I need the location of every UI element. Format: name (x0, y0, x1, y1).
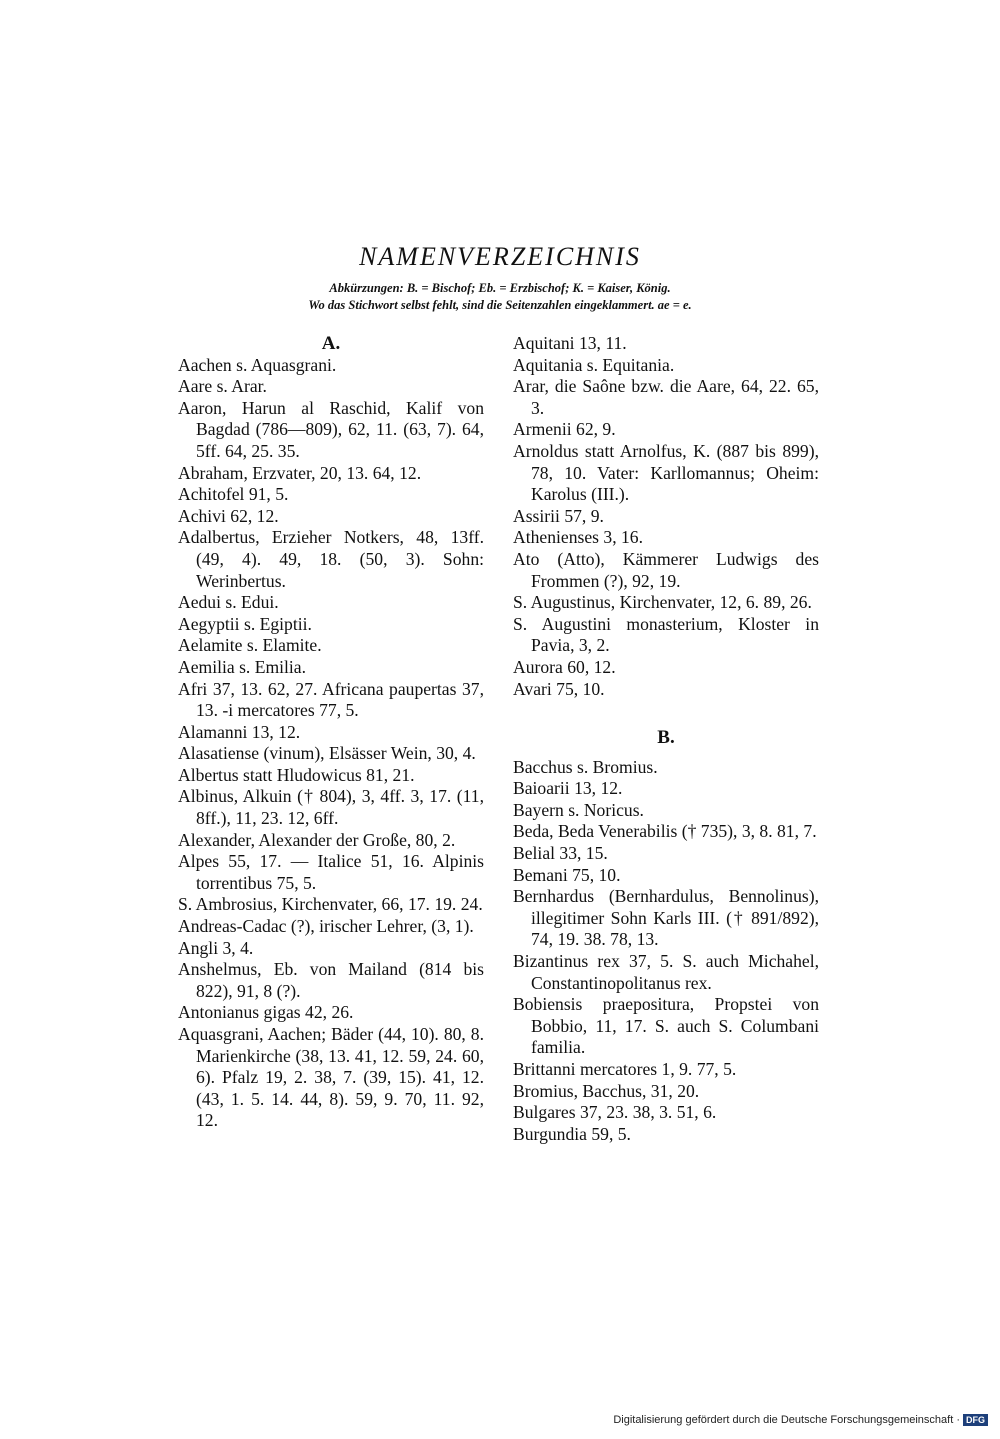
index-entry: Angli 3, 4. (178, 937, 254, 958)
index-entry: Aquasgrani, Aachen; Bäder (44, 10). 80, 8. Marienkirche (38, 13. 41, 12. 59, 24. 60, 6). Pfalz 19, 2. 38, 7. (39, 15). 41, 12. (43, 1. 5. 14. 44, 8). 59, 9. 70, 11. 92, 12. (178, 1024, 484, 1131)
index-entry: Alexander, Alexander der Große, 80, 2. (178, 829, 456, 850)
dfg-logo: DFG (963, 1414, 988, 1426)
index-entry: Belial 33, 15. (513, 843, 608, 864)
index-entry: Andreas-Cadac (?), irischer Lehrer, (3, 1). (178, 916, 474, 937)
index-entry: S. Ambrosius, Kirchenvater, 66, 17. 19. 24. (178, 894, 483, 915)
right-entry-list-a (513, 333, 819, 700)
index-entry: Athenienses 3, 16. (513, 527, 643, 548)
section-heading-a: A. (321, 333, 341, 354)
index-entry: Abraham, Erzvater, 20, 13. 64, 12. (178, 462, 422, 483)
index-entry: Beda, Beda Venerabilis († 735), 3, 8. 81, 7. (513, 821, 817, 842)
index-entry: Aare s. Arar. (178, 376, 267, 397)
index-entry: Aquitani 13, 11. (513, 333, 627, 353)
index-entry: Bromius, Bacchus, 31, 20. (513, 1080, 700, 1101)
index-entry: Assirii 57, 9. (513, 505, 604, 526)
index-entry: Aedui s. Edui. (178, 592, 279, 613)
index-entry: Arar, die Saône bzw. die Aare, 64, 22. 65, 3. (513, 376, 819, 418)
index-entry: Bulgares 37, 23. 38, 3. 51, 6. (513, 1102, 717, 1123)
page-title: NAMENVERZEICHNIS (359, 242, 641, 271)
index-entry: Aachen s. Aquasgrani. (178, 354, 337, 375)
index-entry: Alasatiense (vinum), Elsässer Wein, 30, 4. (178, 743, 476, 764)
index-entry: Aemilia s. Emilia. (178, 656, 307, 677)
index-entry: Bemani 75, 10. (513, 864, 621, 885)
index-entry: Alpes 55, 17. — Italice 51, 16. Alpinis torrentibus 75, 5. (178, 851, 484, 893)
index-entry: Achitofel 91, 5. (178, 484, 289, 505)
abbreviations-line-1: Abkürzungen: B. = Bischof; Eb. = Erzbischof; K. = Kaiser, König. (329, 281, 671, 295)
funding-footer (613, 1414, 988, 1426)
funding-note: Digitalisierung gefördert durch die Deutsche Forschungsgemeinschaft · (613, 1414, 960, 1426)
right-column (513, 333, 819, 1145)
index-entry: Arnoldus statt Arnolfus, K. (887 bis 899), 78, 10. Vater: Karllomannus; Oheim: Karolus (III.). (513, 440, 819, 505)
index-entry: Adalbertus, Erzieher Notkers, 48, 13ff. (49, 4). 49, 18. (50, 3). Sohn: Werinbertus. (178, 527, 484, 591)
index-entry: Bernhardus (Bernhardulus, Bennolinus), illegitimer Sohn Karls III. († 891/892), 74, 19. 38. 78, 13. (513, 886, 819, 950)
index-entry: Bizantinus rex 37, 5. S. auch Michahel, Constantinopolitanus rex. (513, 951, 819, 993)
index-entry: Afri 37, 13. 62, 27. Africana paupertas 37, 13. -i mercatores 77, 5. (178, 678, 484, 721)
index-entry: Aurora 60, 12. (513, 656, 616, 677)
index-entry: Albertus statt Hludowicus 81, 21. (178, 764, 415, 785)
index-entry: Armenii 62, 9. (513, 419, 616, 440)
index-entry: Aaron, Harun al Raschid, Kalif von Bagdad (786—809), 62, 11. (63, 7). 64, 5ff. 64, 25. 35. (178, 397, 484, 461)
index-entry: S. Augustinus, Kirchenvater, 12, 6. 89, 26. (513, 592, 812, 613)
index-entry: Bobiensis praepositura, Propstei von Bobbio, 11, 17. S. auch S. Columbani familia. (513, 994, 819, 1058)
index-entry: Aelamite s. Elamite. (178, 635, 322, 656)
index-entry: Aquitania s. Equitania. (513, 354, 675, 375)
index-entry: Alamanni 13, 12. (178, 721, 301, 742)
index-entry: Baioarii 13, 12. (513, 778, 623, 799)
index-entry: Burgundia 59, 5. (513, 1123, 631, 1144)
index-entry: Aegyptii s. Egiptii. (178, 613, 312, 634)
index-entry: Anshelmus, Eb. von Mailand (814 bis 822), 91, 8 (?). (178, 959, 484, 1001)
index-entry: Achivi 62, 12. (178, 505, 279, 526)
section-heading-b: B. (657, 727, 675, 749)
index-entry: Ato (Atto), Kämmerer Ludwigs des Frommen (?), 92, 19. (513, 548, 819, 591)
right-entry-list-b (513, 757, 819, 1146)
index-entry: Brittanni mercatores 1, 9. 77, 5. (513, 1059, 737, 1079)
index-entry: Albinus, Alkuin († 804), 3, 4ff. 3, 17. (11, 8ff.), 11, 23. 12, 6ff. (178, 786, 484, 829)
index-entry: Bacchus s. Bromius. (513, 756, 658, 777)
abbreviations-line-2: Wo das Stichwort selbst fehlt, sind die Seitenzahlen eingeklammert. ae = e. (308, 298, 692, 312)
index-entry: Bayern s. Noricus. (513, 799, 644, 820)
left-entry-list (178, 355, 484, 1132)
index-entry: Antonianus gigas 42, 26. (178, 1002, 354, 1023)
index-entry: S. Augustini monasterium, Kloster in Pavia, 3, 2. (513, 613, 819, 656)
index-entry: Avari 75, 10. (513, 678, 605, 699)
left-column (178, 333, 484, 1132)
